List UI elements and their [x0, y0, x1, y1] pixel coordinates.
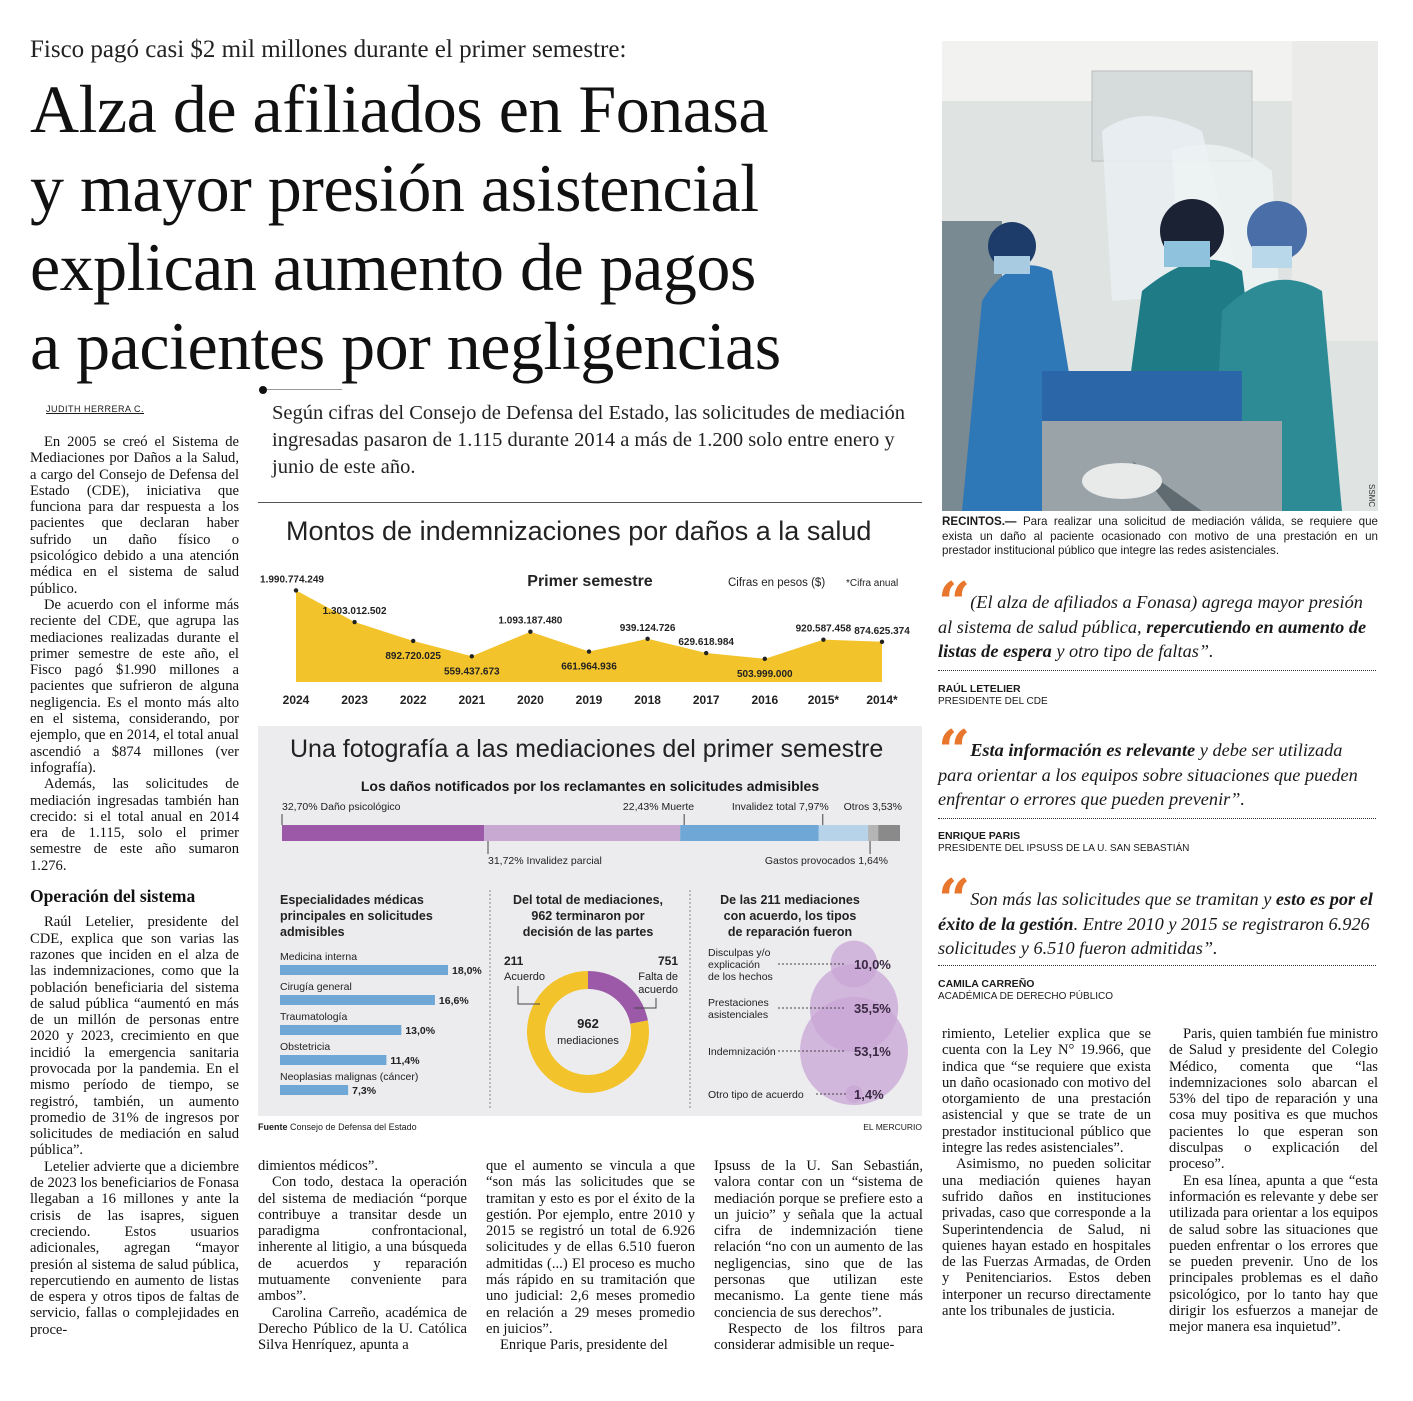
data-label: 1.303.012.502 — [322, 606, 387, 618]
data-point — [528, 630, 532, 634]
dotted-divider — [938, 965, 1376, 966]
data-label: 874.625.374 — [854, 625, 910, 637]
data-point — [704, 651, 708, 655]
bar-category-label: Obstetricia — [280, 1041, 331, 1053]
dotted-divider — [938, 818, 1376, 819]
photo-caption — [942, 515, 1378, 559]
headline — [30, 70, 910, 386]
source-line — [258, 1122, 417, 1132]
bubble-value-label: 35,5% — [854, 1001, 891, 1016]
bubble-category-label: de los hechos — [708, 971, 773, 983]
data-label: 661.964.936 — [561, 661, 617, 673]
segment-label: 22,43% Muerte — [622, 801, 695, 813]
bar-value-label: 18,0% — [452, 965, 482, 977]
divider — [258, 502, 922, 503]
article-column-1 — [30, 434, 239, 1338]
data-label: 1.093.187.480 — [498, 615, 563, 627]
paragraph: Paris, quien también fue ministro de Salud y presidente del Colegio Médico, comenta que “las indemnizaciones solo abarcan el 53% del tipo de reparación y una cosa muy positiva es que muchos pacientes lo que esperan son disculpas o explicación del proceso”. — [1169, 1026, 1378, 1173]
quote-attribution — [938, 830, 1189, 855]
segment-label: 32,70% Daño psicológico — [282, 801, 401, 813]
quote-role: ACADÉMICA DE DERECHO PÚBLICO — [938, 991, 1114, 1002]
bar-category-label: Traumatología — [280, 1011, 348, 1023]
paragraph: Letelier advierte que a diciembre de 2023 los beneficiarios de Fonasa llegaban a 16 millones y ante la crisis de las isapres, siguen creciendo. Estos usuarios adicionales, agregan “mayor presión al sistema de salud pública, repercutiendo en aumento de listas de espera y otros tipos de faltas de servicio, fallas o complejidades en proce- — [30, 1158, 239, 1338]
article-column-4 — [714, 1158, 923, 1354]
chart-title-line: decisión de las partes — [522, 925, 654, 939]
paragraph: Respecto de los filtros para considerar admisible un reque- — [714, 1320, 923, 1354]
x-tick-label: 2015* — [807, 693, 840, 707]
stacked-segment — [819, 825, 868, 841]
data-label: 629.618.984 — [678, 637, 735, 649]
paragraph: Ipsuss de la U. San Sebastián, valora contar con un “sistema de mediación porque se prefiere esto a un juicio” y señala que la actual cifra de indemnización tiene relación “no con un aumento de las negligencias, sino que de las personas que utilizan este mecanismo. La gente tiene más conciencia de sus derechos”. — [714, 1158, 923, 1321]
data-point — [294, 588, 298, 592]
bar-category-label: Cirugía general — [280, 981, 352, 993]
chart-title-line: Del total de mediaciones, — [512, 893, 664, 907]
infographic-canvas — [258, 556, 922, 1140]
donut-value-label: 751 — [657, 954, 678, 968]
paragraph: dimientos médicos”. — [258, 1158, 378, 1174]
headline-line: a pacientes por negligencias — [30, 308, 781, 384]
chart-title-line: admisibles — [280, 925, 345, 939]
data-label: 892.720.025 — [385, 650, 442, 662]
quote-attribution — [938, 978, 1113, 1003]
paragraph: Raúl Letelier, presidente del CDE, explica que son varias las razones que inciden en el alza de las indemnizaciones, como que la población beneficiaria del sistema de salud pública “aumentó en más de un millón de personas entre 2020 y 2023, crecimiento en que incidió la emergencia sanitaria provocada por la pandemia. En el mismo período de tiempo, se registró, también, un aumento promedio de 31% de ingresos por solicitudes de mediación en salud pública”. — [30, 914, 239, 1159]
headline-line: y mayor presión asistencial — [30, 150, 759, 226]
bubble-category-label: explicación — [708, 959, 760, 971]
brand-credit: EL MERCURIO — [863, 1122, 922, 1132]
chart-title-line: de reparación fueron — [727, 925, 853, 939]
donut-category-label: Acuerdo — [504, 971, 545, 983]
infographic-title-2: Una fotografía a las mediaciones del primer semestre — [290, 735, 884, 763]
bar — [280, 995, 435, 1005]
paragraph: En esa línea, apunta a que “esta información es relevante y debe ser utilizada para orientar a los equipos de salud sobre las situaciones que pueden enfrentar o los errores que se pueden prevenir. Uno de los principales problemas es el daño psicológico, por lo tanto hay que dirigir los esfuerzos a manejar de mejor manera esa inquietud”. — [1169, 1172, 1378, 1336]
bubble-category-label: Indemnización — [708, 1046, 776, 1058]
bar — [280, 965, 448, 975]
pull-quote — [938, 867, 1378, 961]
caption-text: Para realizar una solicitud de mediación válida, se requiere que exista un daño al paciente ocasionado con motivo de una prestación en un prestador institucional público que integre las redes asistenciales. — [942, 515, 1378, 557]
quote-author: ENRIQUE PARIS — [938, 830, 1021, 842]
segment-label: Otros 3,53% — [843, 801, 902, 813]
quote-emphasis: esto es por el éxito de la gestión — [938, 889, 1373, 934]
quote-mark-icon: “ — [938, 570, 967, 636]
quote-role: PRESIDENTE DEL IPSUSS DE LA U. SAN SEBASTIÁN — [938, 843, 1190, 854]
quote-mark-icon: “ — [938, 718, 967, 784]
chart-title-line: con acuerdo, los tipos — [723, 909, 857, 923]
infographic-subtitle: Los daños notificados por los reclamantes en solicitudes admisibles — [360, 778, 820, 794]
quote-emphasis: Esta información es relevante — [970, 740, 1196, 760]
chart-title-line: 962 terminaron por — [531, 909, 645, 923]
stacked-segment — [484, 825, 680, 841]
bubble-category-label: asistenciales — [708, 1009, 769, 1021]
data-point — [880, 640, 884, 644]
donut-category-label: Falta de — [638, 971, 678, 983]
bar — [280, 1085, 348, 1095]
bubble-value-label: 53,1% — [854, 1044, 891, 1059]
x-tick-label: 2023 — [341, 693, 368, 707]
paragraph: Con todo, destaca la operación del sistema de mediación “porque contribuye a transitar desde un paradigma confrontacional, inherente al litigio, a una búsqueda de acuerdos y reparación mutuamente conveniente para ambos”. — [258, 1174, 467, 1305]
caption-lead: RECINTOS.— — [942, 515, 1017, 528]
bar-category-label: Neoplasias malignas (cáncer) — [280, 1071, 419, 1083]
bubble-category-label: Otro tipo de acuerdo — [708, 1089, 804, 1101]
data-point — [645, 637, 649, 641]
bar-value-label: 13,0% — [405, 1025, 436, 1037]
infographic-title: Montos de indemnizaciones por daños a la salud — [286, 516, 872, 546]
paragraph: que el aumento se vincula a que “son más las solicitudes que se tramitan y esto es por el éxito de la gestión. Por ejemplo, entre 2010 y 2015 se registró un total de 6.926 solicitudes y de ellas 6.510 fueron admitidas (...) El proceso es mucho más rápido en su tramitación que uno judicial: 2,6 meses promedio en relación a 29 meses promedio en juicios”. — [486, 1158, 695, 1337]
section-heading: Operación del sistema — [30, 886, 196, 907]
data-point — [821, 637, 825, 641]
bubble-value-label: 1,4% — [854, 1087, 884, 1102]
quote-emphasis: repercutiendo en aumento de listas de espera — [938, 616, 1367, 661]
area-chart-units: Cifras en pesos ($) — [728, 577, 826, 589]
donut-value-label: 211 — [504, 954, 524, 968]
quote-author: RAÚL LETELIER — [938, 683, 1021, 695]
quote-mark-icon: “ — [938, 867, 967, 933]
x-tick-label: 2016 — [751, 693, 779, 707]
source-label: Fuente — [258, 1122, 288, 1132]
x-tick-label: 2022 — [399, 693, 427, 707]
data-point — [411, 639, 415, 643]
quote-text: y otro tipo de faltas”. — [1051, 641, 1214, 661]
infographic — [258, 502, 922, 1138]
chart-title-line: principales en solicitudes — [280, 909, 433, 923]
paragraph: Carolina Carreño, académica de Derecho Público de la U. Católica Silva Henríquez, apunta a — [258, 1304, 467, 1354]
paragraph: De acuerdo con el informe más reciente del CDE, que agrupa las mediaciones realizadas durante el primer semestre de este año, el Fisco pagó $1.990 millones a pacientes que sufrieron de alguna negligencia. Es el monto más alto en el sistema, considerando, por ejemplo, que en 2014, el total anual ascendió a $874 millones (ver infografía). — [30, 596, 239, 776]
segment-label: Gastos provocados 1,64% — [764, 855, 888, 867]
source-text: Consejo de Defensa del Estado — [290, 1122, 417, 1132]
headline-line: explican aumento de pagos — [30, 229, 756, 305]
x-tick-label: 2017 — [692, 693, 720, 707]
stacked-segment — [878, 825, 900, 841]
data-label: 503.999.000 — [736, 668, 793, 680]
quote-text: . Entre 2010 y 2015 se registraron 6.926 solicitudes y 6.510 fueron admitidas”. — [938, 913, 1370, 958]
pull-quote — [938, 570, 1378, 664]
data-label: 920.587.458 — [795, 623, 852, 635]
pull-quote — [938, 718, 1378, 812]
article-column-5 — [942, 1026, 1151, 1319]
paragraph: Enrique Paris, presidente del — [500, 1337, 668, 1354]
quote-attribution — [938, 683, 1048, 708]
paragraph: Asimismo, no pueden solicitar una mediación quienes hayan sufrido daños en instituciones privadas, caso que corresponde a la Superintendencia de Salud, ni quienes hayan estado en hospitales de las Fuerzas Armadas, de Orden y Penitenciarios. Estos deben interponer un recurso directamente ante los tribunales de justicia. — [942, 1156, 1151, 1320]
amounts-area-chart — [258, 556, 922, 726]
bullet-dot — [259, 386, 267, 394]
x-tick-label: 2014* — [866, 693, 898, 707]
divider — [267, 389, 342, 390]
article-column-2 — [258, 1158, 467, 1354]
x-tick-label: 2020 — [517, 693, 544, 707]
area-chart-note: *Cifra anual — [846, 578, 899, 589]
x-tick-label: 2024 — [282, 693, 310, 707]
stacked-segment — [680, 825, 819, 841]
article-column-3 — [486, 1158, 695, 1354]
data-point — [587, 649, 591, 653]
paragraph: Además, las solicitudes de mediación ingresadas también han crecido: si el total anual en 2014 era de 1.115, solo el primer semestre de este año sumaron 1.276. — [30, 776, 239, 874]
bar — [280, 1025, 401, 1035]
byline: JUDITH HERRERA C. — [46, 404, 145, 414]
chart-title-line: De las 211 mediaciones — [720, 893, 860, 907]
surgery-photo — [942, 41, 1378, 511]
data-label: 939.124.726 — [619, 622, 676, 634]
donut-category-label: acuerdo — [638, 984, 678, 996]
bar-category-label: Medicina interna — [280, 951, 358, 963]
dotted-divider — [938, 670, 1376, 671]
data-label: 1.990.774.249 — [260, 574, 324, 586]
data-point — [470, 654, 474, 658]
stacked-segment — [868, 825, 878, 841]
donut-center-label: mediaciones — [557, 1035, 619, 1047]
data-point — [763, 657, 767, 661]
quote-text: (El alza de afiliados a Fonasa) agrega mayor presión al sistema de salud pública, — [938, 592, 1363, 637]
quote-role: PRESIDENTE DEL CDE — [938, 696, 1048, 707]
photo-credit: SSMC — [1367, 483, 1376, 507]
bar-value-label: 11,4% — [390, 1055, 420, 1067]
quote-text: y debe ser utilizada para orientar a los equipos sobre situaciones que pueden enfrentar o errores que pueden prevenir”. — [938, 740, 1358, 809]
segment-label: Invalidez total 7,97% — [731, 801, 829, 813]
headline-line: Alza de afiliados en Fonasa — [30, 71, 769, 147]
segment-label: 31,72% Invalidez parcial — [488, 855, 602, 867]
x-tick-label: 2019 — [575, 693, 603, 707]
bar — [280, 1055, 386, 1065]
bubble-category-label: Disculpas y/o — [708, 947, 771, 959]
bar-value-label: 16,6% — [438, 995, 469, 1007]
deck: Según cifras del Consejo de Defensa del Estado, las solicitudes de mediación ingresadas pasaron de 1.115 durante 2014 a más de 1.200 solo entre enero y junio de este año. — [272, 402, 906, 478]
article-column-6 — [1169, 1026, 1378, 1336]
donut-center-value: 962 — [577, 1016, 599, 1031]
bubble-category-label: Prestaciones — [708, 997, 769, 1009]
data-point — [352, 620, 356, 624]
stacked-segment — [282, 825, 484, 841]
bar-value-label: 7,3% — [352, 1085, 377, 1097]
x-tick-label: 2018 — [634, 693, 661, 707]
kicker: Fisco pagó casi $2 mil millones durante el primer semestre: — [30, 36, 627, 63]
chart-title-line: Especialidades médicas — [280, 893, 424, 907]
paragraph: En 2005 se creó el Sistema de Mediaciones por Daños a la Salud, a cargo del Consejo de Defensa del Estado (CDE), iniciativa que funciona para dar respuesta a los pacientes que declaran haber sufrido un daño físico o psicológico debido a una atención médica en el sistema de salud público. — [30, 434, 239, 597]
paragraph: rimiento, Letelier explica que se cuenta con la Ley N° 19.966, que indica que “se requiere que exista un daño ocasionado con motivo del otorgamiento de una prestación asistencial y que se trate de un prestador institucional público que integre las redes asistenciales”. — [942, 1026, 1151, 1157]
quote-text: Son más las solicitudes que se tramitan y — [970, 889, 1276, 909]
quote-author: CAMILA CARREÑO — [938, 978, 1035, 990]
x-tick-label: 2021 — [458, 693, 486, 707]
bubble-value-label: 10,0% — [854, 957, 891, 972]
area-chart-title: Primer semestre — [527, 573, 653, 590]
data-label: 559.437.673 — [443, 666, 500, 678]
